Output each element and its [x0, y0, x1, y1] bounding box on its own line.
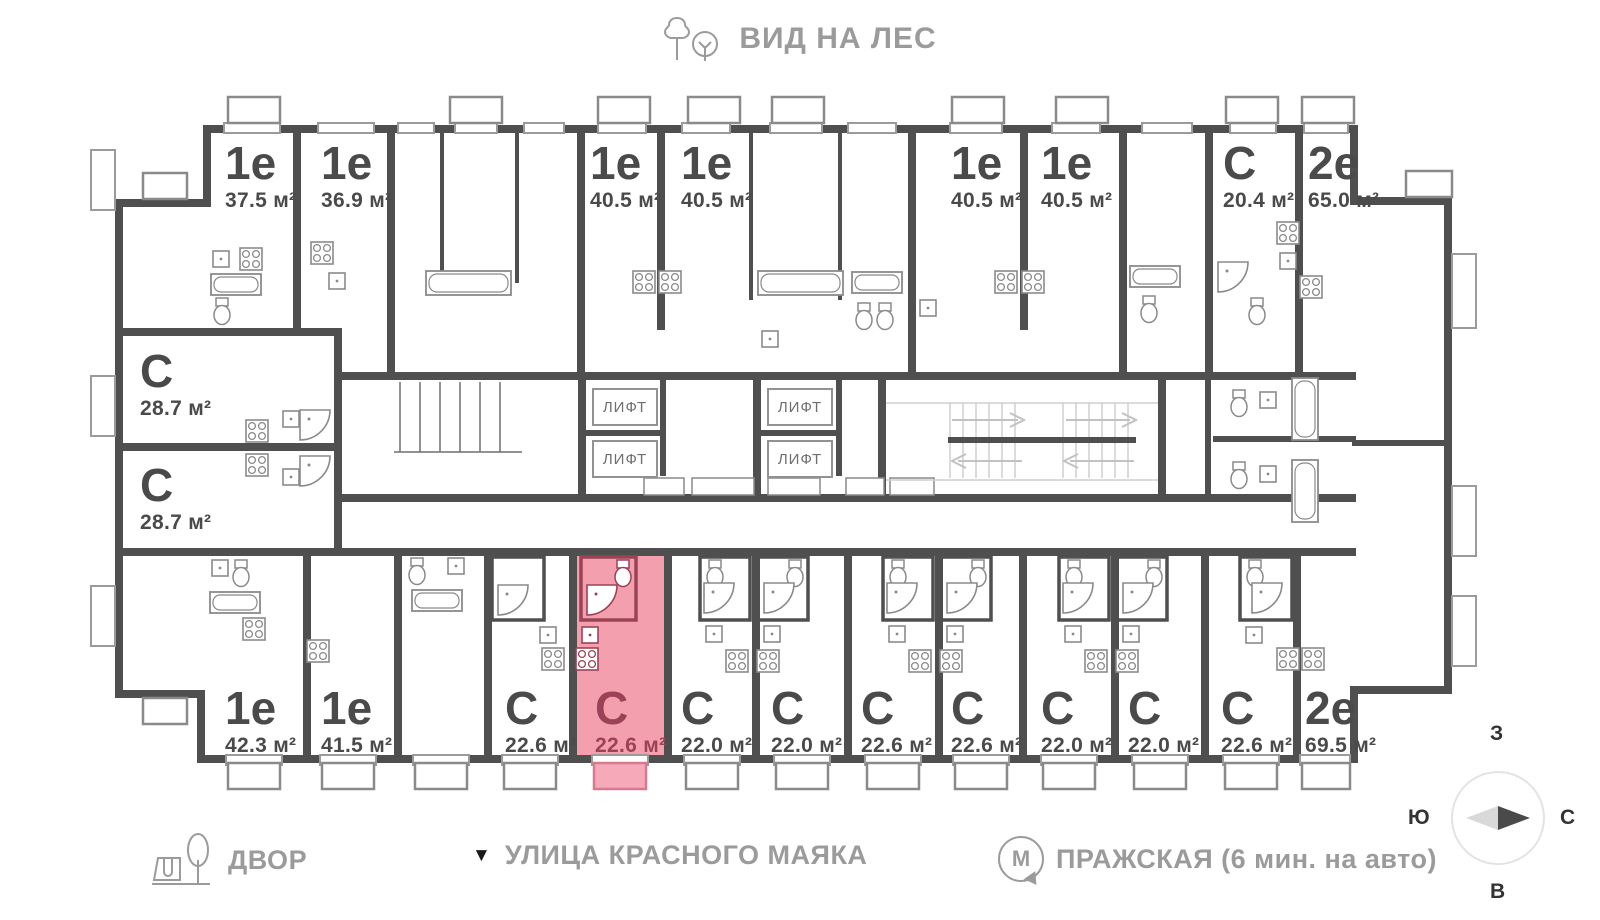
unit-label[interactable]: 2е 65.0 м² — [1308, 137, 1380, 212]
unit-label[interactable]: С 20.4 м² — [1223, 137, 1295, 212]
unit-label[interactable]: 1е 37.5 м² — [225, 137, 297, 212]
view-banner-label: ВИД НА ЛЕС — [739, 22, 937, 55]
elevator-4: ЛИФТ — [767, 440, 833, 478]
yard-legend — [150, 830, 307, 890]
unit-label[interactable]: С 22.6 м² — [1221, 682, 1293, 757]
unit-label[interactable]: С 22.0 м² — [1128, 682, 1200, 757]
unit-label[interactable]: 1е 42.3 м² — [225, 682, 297, 757]
metro-icon: М — [998, 836, 1044, 882]
unit-label[interactable]: С 22.6 м² — [505, 682, 577, 757]
unit-label[interactable]: С 22.0 м² — [681, 682, 753, 757]
elevator-2: ЛИФТ — [592, 440, 658, 478]
street-direction-icon: ▼ — [472, 844, 491, 866]
unit-label[interactable]: 1е 41.5 м² — [321, 682, 393, 757]
unit-label[interactable]: 1е 40.5 м² — [590, 137, 662, 212]
unit-label[interactable]: С 22.0 м² — [1041, 682, 1113, 757]
unit-label[interactable]: 1е 40.5 м² — [1041, 137, 1113, 212]
unit-label[interactable]: 1е 40.5 м² — [681, 137, 753, 212]
metro-label: ПРАЖСКАЯ (6 мин. на авто) — [1056, 843, 1437, 874]
staircase — [886, 403, 1158, 480]
unit-label[interactable]: 2е 69.5 м² — [1305, 682, 1377, 757]
yard-label: ДВОР — [228, 844, 308, 875]
compass-east-label: В — [1490, 880, 1506, 903]
unit-label[interactable]: С 28.7 м² — [140, 459, 212, 534]
compass-rose-icon — [1448, 768, 1548, 868]
unit-label[interactable]: 1е 40.5 м² — [951, 137, 1023, 212]
metro-legend — [998, 836, 1437, 882]
selected-unit-label[interactable]: С 22.6 м² — [595, 682, 667, 757]
street-label: УЛИЦА КРАСНОГО МАЯКА — [504, 840, 868, 870]
compass-south-label: Ю — [1408, 806, 1430, 829]
compass-north-label: С — [1560, 806, 1576, 829]
unit-label[interactable]: С 22.6 м² — [861, 682, 933, 757]
unit-label[interactable]: С 22.0 м² — [771, 682, 843, 757]
elevator-1: ЛИФТ — [592, 388, 658, 426]
selected-unit-balcony — [594, 763, 646, 789]
unit-label[interactable]: С 22.6 м² — [951, 682, 1023, 757]
elevator-3: ЛИФТ — [767, 388, 833, 426]
street-legend — [472, 840, 867, 871]
unit-label[interactable]: 1е 36.9 м² — [321, 137, 393, 212]
compass-west-label: З — [1490, 722, 1504, 745]
unit-label[interactable]: С 28.7 м² — [140, 345, 212, 420]
yard-icon — [150, 830, 216, 890]
